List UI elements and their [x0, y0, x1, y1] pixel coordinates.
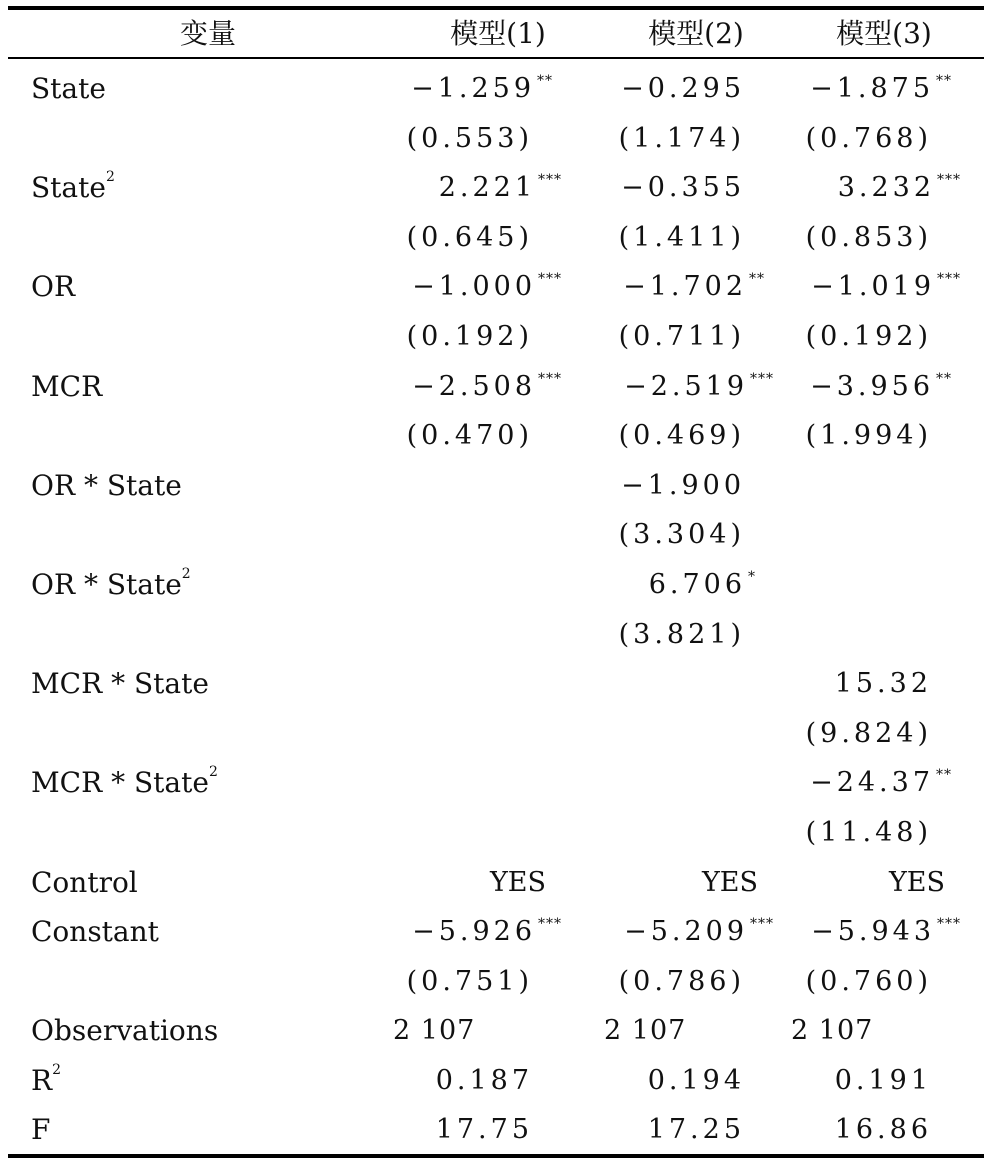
cell-value: 2 107 — [393, 1015, 476, 1047]
cell-value: 2 107 — [604, 1015, 687, 1047]
row-label-superscript: 2 — [208, 764, 218, 781]
cell-value: 2.221 — [438, 172, 536, 204]
table-row — [8, 560, 984, 610]
cell-value: (0.469) — [618, 420, 745, 452]
model-2-value — [619, 411, 745, 461]
regression-table — [8, 6, 984, 1158]
cell-value: (0.192) — [805, 320, 932, 352]
cell-value: (3.821) — [618, 618, 745, 650]
row-label — [31, 659, 209, 709]
row-label — [31, 1006, 218, 1056]
model-2-value — [621, 64, 745, 114]
cell-value: (3.304) — [618, 519, 745, 551]
model-2-value — [621, 461, 745, 511]
cell-value: 0.191 — [834, 1064, 932, 1096]
model-2-value — [619, 213, 745, 263]
significance-stars: *** — [937, 172, 961, 189]
row-label-text: OR * State — [31, 468, 182, 502]
model-3-value — [806, 411, 932, 461]
model-1-value — [407, 957, 533, 1007]
cell-value: YES — [701, 866, 759, 898]
cell-value: −5.926 — [412, 916, 536, 948]
cell-value: −1.000 — [412, 271, 536, 303]
cell-value: (1.411) — [618, 221, 745, 253]
cell-value: −2.508 — [412, 370, 536, 402]
row-label-text: State — [31, 171, 106, 205]
cell-value: 0.194 — [647, 1064, 745, 1096]
table-row — [8, 808, 984, 858]
row-label — [31, 1105, 50, 1155]
header-rule — [8, 57, 984, 59]
header-model-1: 模型(1) — [450, 17, 546, 50]
model-3-value — [835, 1056, 932, 1106]
cell-value: (1.174) — [618, 122, 745, 154]
row-label-text: State — [31, 72, 106, 105]
model-1-value — [412, 362, 562, 412]
cell-value: −1.900 — [621, 469, 745, 501]
model-1-value — [436, 1056, 533, 1106]
table-row — [8, 1006, 984, 1056]
table-row — [8, 1056, 984, 1106]
model-3-value — [811, 907, 961, 957]
model-3-value — [810, 758, 952, 808]
model-1-value — [407, 213, 533, 263]
table-body — [8, 64, 984, 1155]
row-label — [31, 163, 115, 213]
cell-value: −2.519 — [624, 370, 748, 402]
cell-value: (9.824) — [805, 717, 932, 749]
model-3-value — [810, 64, 952, 114]
model-3-value — [837, 858, 992, 908]
cell-value: 6.706 — [648, 568, 746, 600]
model-2-value — [649, 560, 756, 610]
row-label — [31, 758, 218, 808]
cell-value: 2 107 — [791, 1015, 874, 1047]
row-label — [31, 461, 182, 511]
row-label-text: MCR * State — [31, 667, 209, 701]
model-2-value — [619, 114, 745, 164]
table-row — [8, 957, 984, 1007]
table-row — [8, 213, 984, 263]
significance-stars: *** — [538, 172, 562, 189]
row-label-text: Observations — [31, 1014, 219, 1048]
model-3-value — [810, 362, 952, 412]
model-2-value — [619, 957, 745, 1007]
cell-value: 17.25 — [647, 1114, 745, 1146]
model-1-value — [407, 114, 533, 164]
significance-stars: *** — [750, 370, 774, 387]
significance-stars: *** — [937, 271, 961, 288]
model-1-value — [407, 312, 533, 362]
model-3-value — [806, 808, 932, 858]
row-label — [31, 262, 75, 312]
table-row — [8, 411, 984, 461]
model-3-value — [806, 213, 932, 263]
model-2-value — [619, 510, 745, 560]
bottom-rule — [8, 1154, 984, 1158]
cell-value: 16.86 — [834, 1114, 932, 1146]
table-header — [8, 14, 984, 54]
model-1-value — [407, 411, 533, 461]
table-row — [8, 163, 984, 213]
table-row — [8, 709, 984, 759]
model-3-value — [806, 957, 932, 1007]
row-label — [31, 1056, 61, 1106]
significance-stars: ** — [936, 370, 952, 387]
model-2-value — [604, 1006, 686, 1056]
row-label — [31, 560, 191, 610]
table-row — [8, 659, 984, 709]
header-model-3: 模型(3) — [836, 17, 932, 50]
significance-stars: * — [748, 568, 756, 585]
cell-value: (0.470) — [406, 420, 533, 452]
model-3-value — [806, 709, 932, 759]
table-row — [8, 858, 984, 908]
model-1-value — [393, 1006, 475, 1056]
cell-value: −3.956 — [810, 370, 934, 402]
cell-value: −5.943 — [811, 916, 935, 948]
row-label-superscript: 2 — [105, 169, 115, 186]
cell-value: −1.259 — [411, 73, 535, 104]
cell-value: (0.192) — [406, 320, 533, 352]
cell-value: −0.295 — [621, 73, 745, 104]
cell-value: −0.355 — [621, 172, 745, 204]
table-row — [8, 114, 984, 164]
header-variable: 变量 — [179, 17, 236, 50]
significance-stars: ** — [936, 73, 952, 89]
model-2-value — [621, 163, 745, 213]
model-3-value — [791, 1006, 873, 1056]
cell-value: (0.760) — [805, 965, 932, 997]
model-1-value — [438, 858, 598, 908]
cell-value: YES — [489, 866, 547, 898]
header-model-2: 模型(2) — [648, 17, 744, 50]
table-row — [8, 262, 984, 312]
cell-value: −1.875 — [810, 73, 934, 104]
cell-value: 0.187 — [435, 1064, 533, 1096]
cell-value: (0.786) — [618, 965, 745, 997]
model-2-value — [624, 907, 774, 957]
significance-stars: *** — [750, 916, 774, 933]
table-row — [8, 312, 984, 362]
cell-value: (0.645) — [406, 221, 533, 253]
cell-value: −5.209 — [624, 916, 748, 948]
cell-value: (0.853) — [805, 221, 932, 253]
significance-stars: *** — [937, 916, 961, 933]
table-row — [8, 1105, 984, 1155]
top-rule — [8, 6, 984, 10]
model-1-value — [436, 1105, 533, 1155]
row-label-text: R — [31, 1063, 53, 1097]
row-label-superscript: 2 — [52, 1061, 62, 1078]
model-3-value — [806, 312, 932, 362]
model-3-value — [835, 659, 932, 709]
cell-value: (0.711) — [618, 320, 745, 352]
cell-value: (0.553) — [406, 122, 533, 154]
model-1-value — [439, 163, 562, 213]
significance-stars: *** — [538, 916, 562, 933]
cell-value: 17.75 — [435, 1114, 533, 1146]
significance-stars: ** — [749, 271, 765, 288]
row-label — [31, 858, 138, 908]
model-2-value — [648, 1105, 745, 1155]
table-row — [8, 610, 984, 660]
table-row — [8, 907, 984, 957]
model-2-value — [648, 1056, 745, 1106]
table-row — [8, 362, 984, 412]
model-1-value — [412, 907, 562, 957]
significance-stars: *** — [538, 271, 562, 288]
row-label — [31, 64, 106, 114]
significance-stars: ** — [936, 767, 952, 784]
table-row — [8, 64, 984, 114]
row-label-text: F — [31, 1113, 51, 1147]
cell-value: (1.994) — [805, 420, 932, 452]
table-row — [8, 461, 984, 511]
significance-stars: *** — [538, 370, 562, 387]
model-2-value — [619, 610, 745, 660]
table-row — [8, 510, 984, 560]
table-row — [8, 758, 984, 808]
model-2-value — [624, 362, 774, 412]
cell-value: (0.751) — [406, 965, 533, 997]
model-3-value — [838, 163, 961, 213]
model-3-value — [806, 114, 932, 164]
model-3-value — [811, 262, 961, 312]
row-label-text: OR — [31, 270, 76, 304]
row-label-text: MCR — [31, 369, 103, 403]
row-label-text: Constant — [31, 915, 159, 949]
cell-value: (0.768) — [805, 122, 932, 154]
model-1-value — [411, 64, 553, 114]
cell-value: −1.702 — [623, 271, 747, 303]
row-label-text: Control — [31, 865, 138, 899]
significance-stars: ** — [537, 73, 553, 89]
cell-value: YES — [888, 866, 946, 898]
row-label-text: MCR * State — [31, 766, 209, 800]
cell-value: 15.32 — [834, 668, 932, 700]
cell-value: 3.232 — [837, 172, 935, 204]
cell-value: −24.37 — [810, 767, 934, 799]
row-label — [31, 362, 102, 412]
model-2-value — [623, 262, 765, 312]
cell-value: −1.019 — [811, 271, 935, 303]
model-2-value — [650, 858, 810, 908]
cell-value: (11.48) — [805, 816, 932, 848]
model-2-value — [619, 312, 745, 362]
row-label — [31, 907, 159, 957]
model-1-value — [412, 262, 562, 312]
model-3-value — [835, 1105, 932, 1155]
row-label-superscript: 2 — [181, 565, 191, 582]
row-label-text: OR * State — [31, 567, 182, 601]
